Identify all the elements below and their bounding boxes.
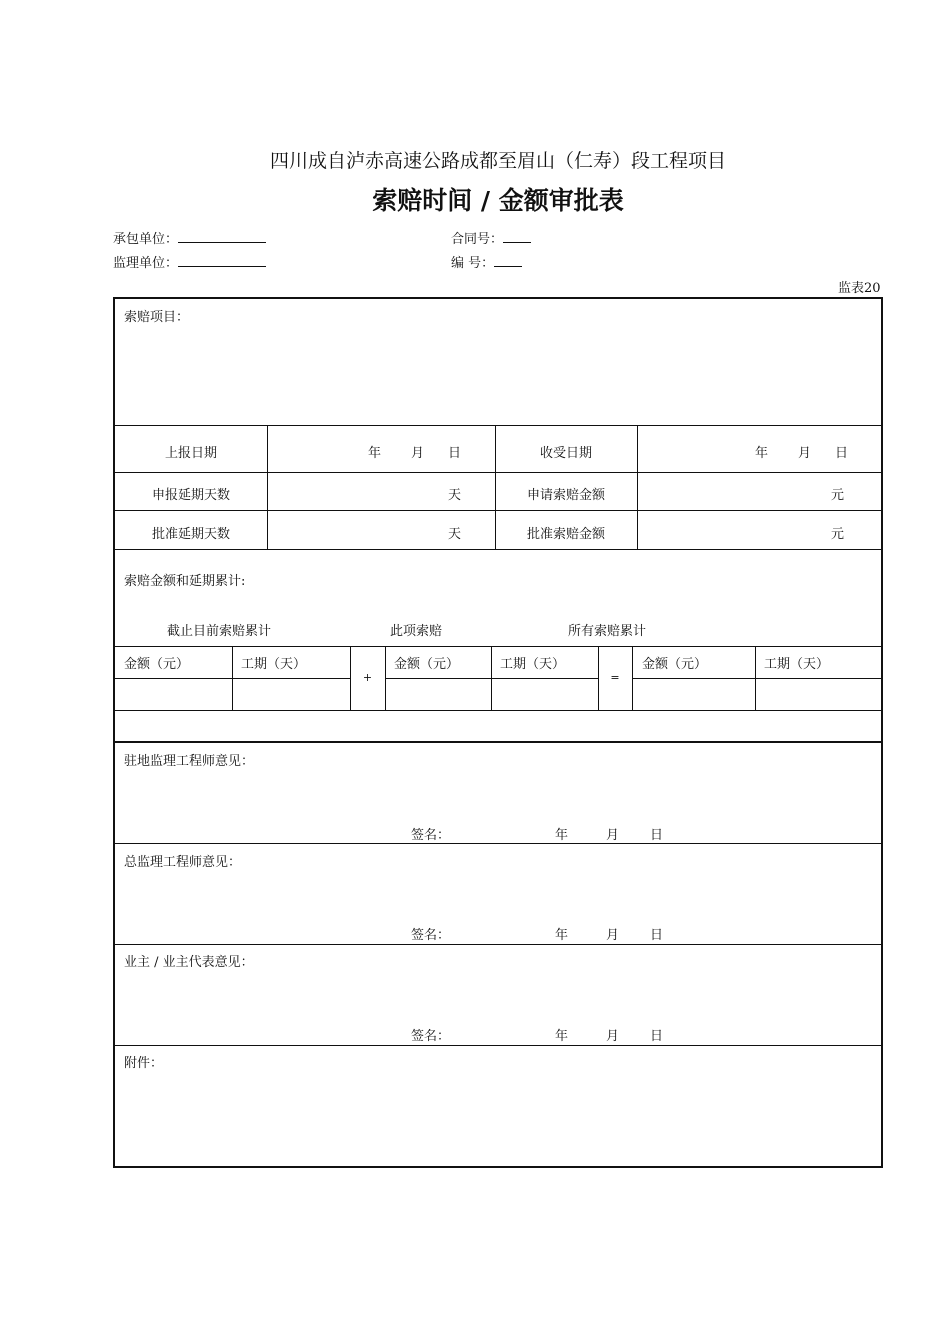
apply-amount-label: 申请索赔金额	[526, 488, 605, 503]
row-divider	[115, 549, 881, 550]
prev-amount-header: 金额（元）	[124, 657, 190, 672]
owner-opinion-label: 业主 / 业主代表意见：	[124, 955, 254, 970]
approve-amount-unit: 元	[831, 527, 845, 542]
approve-days-label: 批准延期天数	[151, 527, 230, 542]
row-divider	[115, 741, 881, 743]
approve-days-unit: 天	[448, 527, 462, 542]
receive-month: 月	[798, 446, 812, 461]
form-code: 监表20	[838, 281, 881, 296]
supervisor-field	[113, 252, 266, 271]
prev-amount-cell[interactable]	[115, 679, 232, 710]
row-divider	[115, 472, 881, 473]
equals-sign: =	[610, 671, 620, 684]
this-amount-cell[interactable]	[386, 679, 491, 710]
total-period-cell[interactable]	[756, 679, 881, 710]
apply-days-label: 申报延期天数	[151, 488, 230, 503]
chief-sign-label: 签名：	[411, 928, 451, 943]
chief-day: 日	[650, 928, 664, 943]
contractor-blank[interactable]	[178, 230, 266, 243]
total-period-header: 工期（天）	[764, 657, 830, 672]
group-total-label: 所有索赔累计	[568, 624, 647, 639]
resident-opinion-label: 驻地监理工程师意见：	[124, 754, 255, 769]
owner-year: 年	[555, 1029, 569, 1044]
apply-amount-unit: 元	[831, 488, 845, 503]
row-divider	[115, 1045, 881, 1046]
receive-day: 日	[835, 446, 849, 461]
supervisor-label: 监理单位：	[113, 256, 179, 271]
project-subtitle: 四川成自泸赤高速公路成都至眉山（仁寿）段工程项目	[269, 150, 726, 172]
report-day: 日	[448, 446, 462, 461]
resident-month: 月	[606, 828, 620, 843]
prev-period-header: 工期（天）	[241, 657, 307, 672]
resident-day: 日	[650, 828, 664, 843]
resident-sign-label: 签名：	[411, 828, 451, 843]
contract-no-field	[451, 228, 531, 247]
total-amount-cell[interactable]	[633, 679, 755, 710]
receive-date-label: 收受日期	[539, 446, 592, 461]
contract-no-blank[interactable]	[503, 230, 531, 243]
row-divider	[115, 843, 881, 844]
contractor-label: 承包单位：	[113, 232, 179, 247]
contractor-field	[113, 228, 266, 247]
this-amount-header: 金额（元）	[394, 657, 460, 672]
owner-month: 月	[606, 1029, 620, 1044]
approve-amount-label: 批准索赔金额	[526, 527, 605, 542]
resident-year: 年	[555, 828, 569, 843]
report-date-label: 上报日期	[164, 446, 217, 461]
row-divider	[115, 646, 881, 647]
attachment-label: 附件：	[124, 1056, 164, 1071]
apply-days-unit: 天	[448, 488, 462, 503]
row-divider	[115, 710, 881, 711]
chief-month: 月	[606, 928, 620, 943]
owner-sign-label: 签名：	[411, 1029, 451, 1044]
group-prev-label: 截止目前索赔累计	[167, 624, 272, 639]
plus-sign: +	[362, 671, 373, 684]
claim-item-label: 索赔项目：	[124, 310, 190, 325]
group-this-label: 此项索赔	[390, 624, 443, 639]
owner-day: 日	[650, 1029, 664, 1044]
attachment-area[interactable]	[115, 1071, 881, 1166]
number-label: 编 号：	[451, 256, 495, 271]
chief-opinion-label: 总监理工程师意见：	[124, 855, 242, 870]
prev-period-cell[interactable]	[233, 679, 350, 710]
number-field	[451, 252, 522, 271]
form-title: 索赔时间 / 金额审批表	[372, 186, 624, 215]
row-divider	[115, 944, 881, 945]
approval-form	[113, 297, 883, 1168]
receive-year: 年	[755, 446, 769, 461]
this-period-header: 工期（天）	[500, 657, 566, 672]
contract-no-label: 合同号：	[451, 232, 504, 247]
this-period-cell[interactable]	[492, 679, 598, 710]
number-blank[interactable]	[494, 254, 522, 267]
row-divider	[115, 510, 881, 511]
claim-item-area[interactable]	[115, 325, 881, 423]
report-month: 月	[411, 446, 425, 461]
report-year: 年	[368, 446, 382, 461]
col-divider	[637, 425, 638, 549]
chief-year: 年	[555, 928, 569, 943]
total-amount-header: 金额（元）	[642, 657, 708, 672]
cumulative-label: 索赔金额和延期累计:	[124, 574, 246, 589]
row-divider	[115, 425, 881, 426]
col-divider	[267, 425, 268, 549]
supervisor-blank[interactable]	[178, 254, 266, 267]
